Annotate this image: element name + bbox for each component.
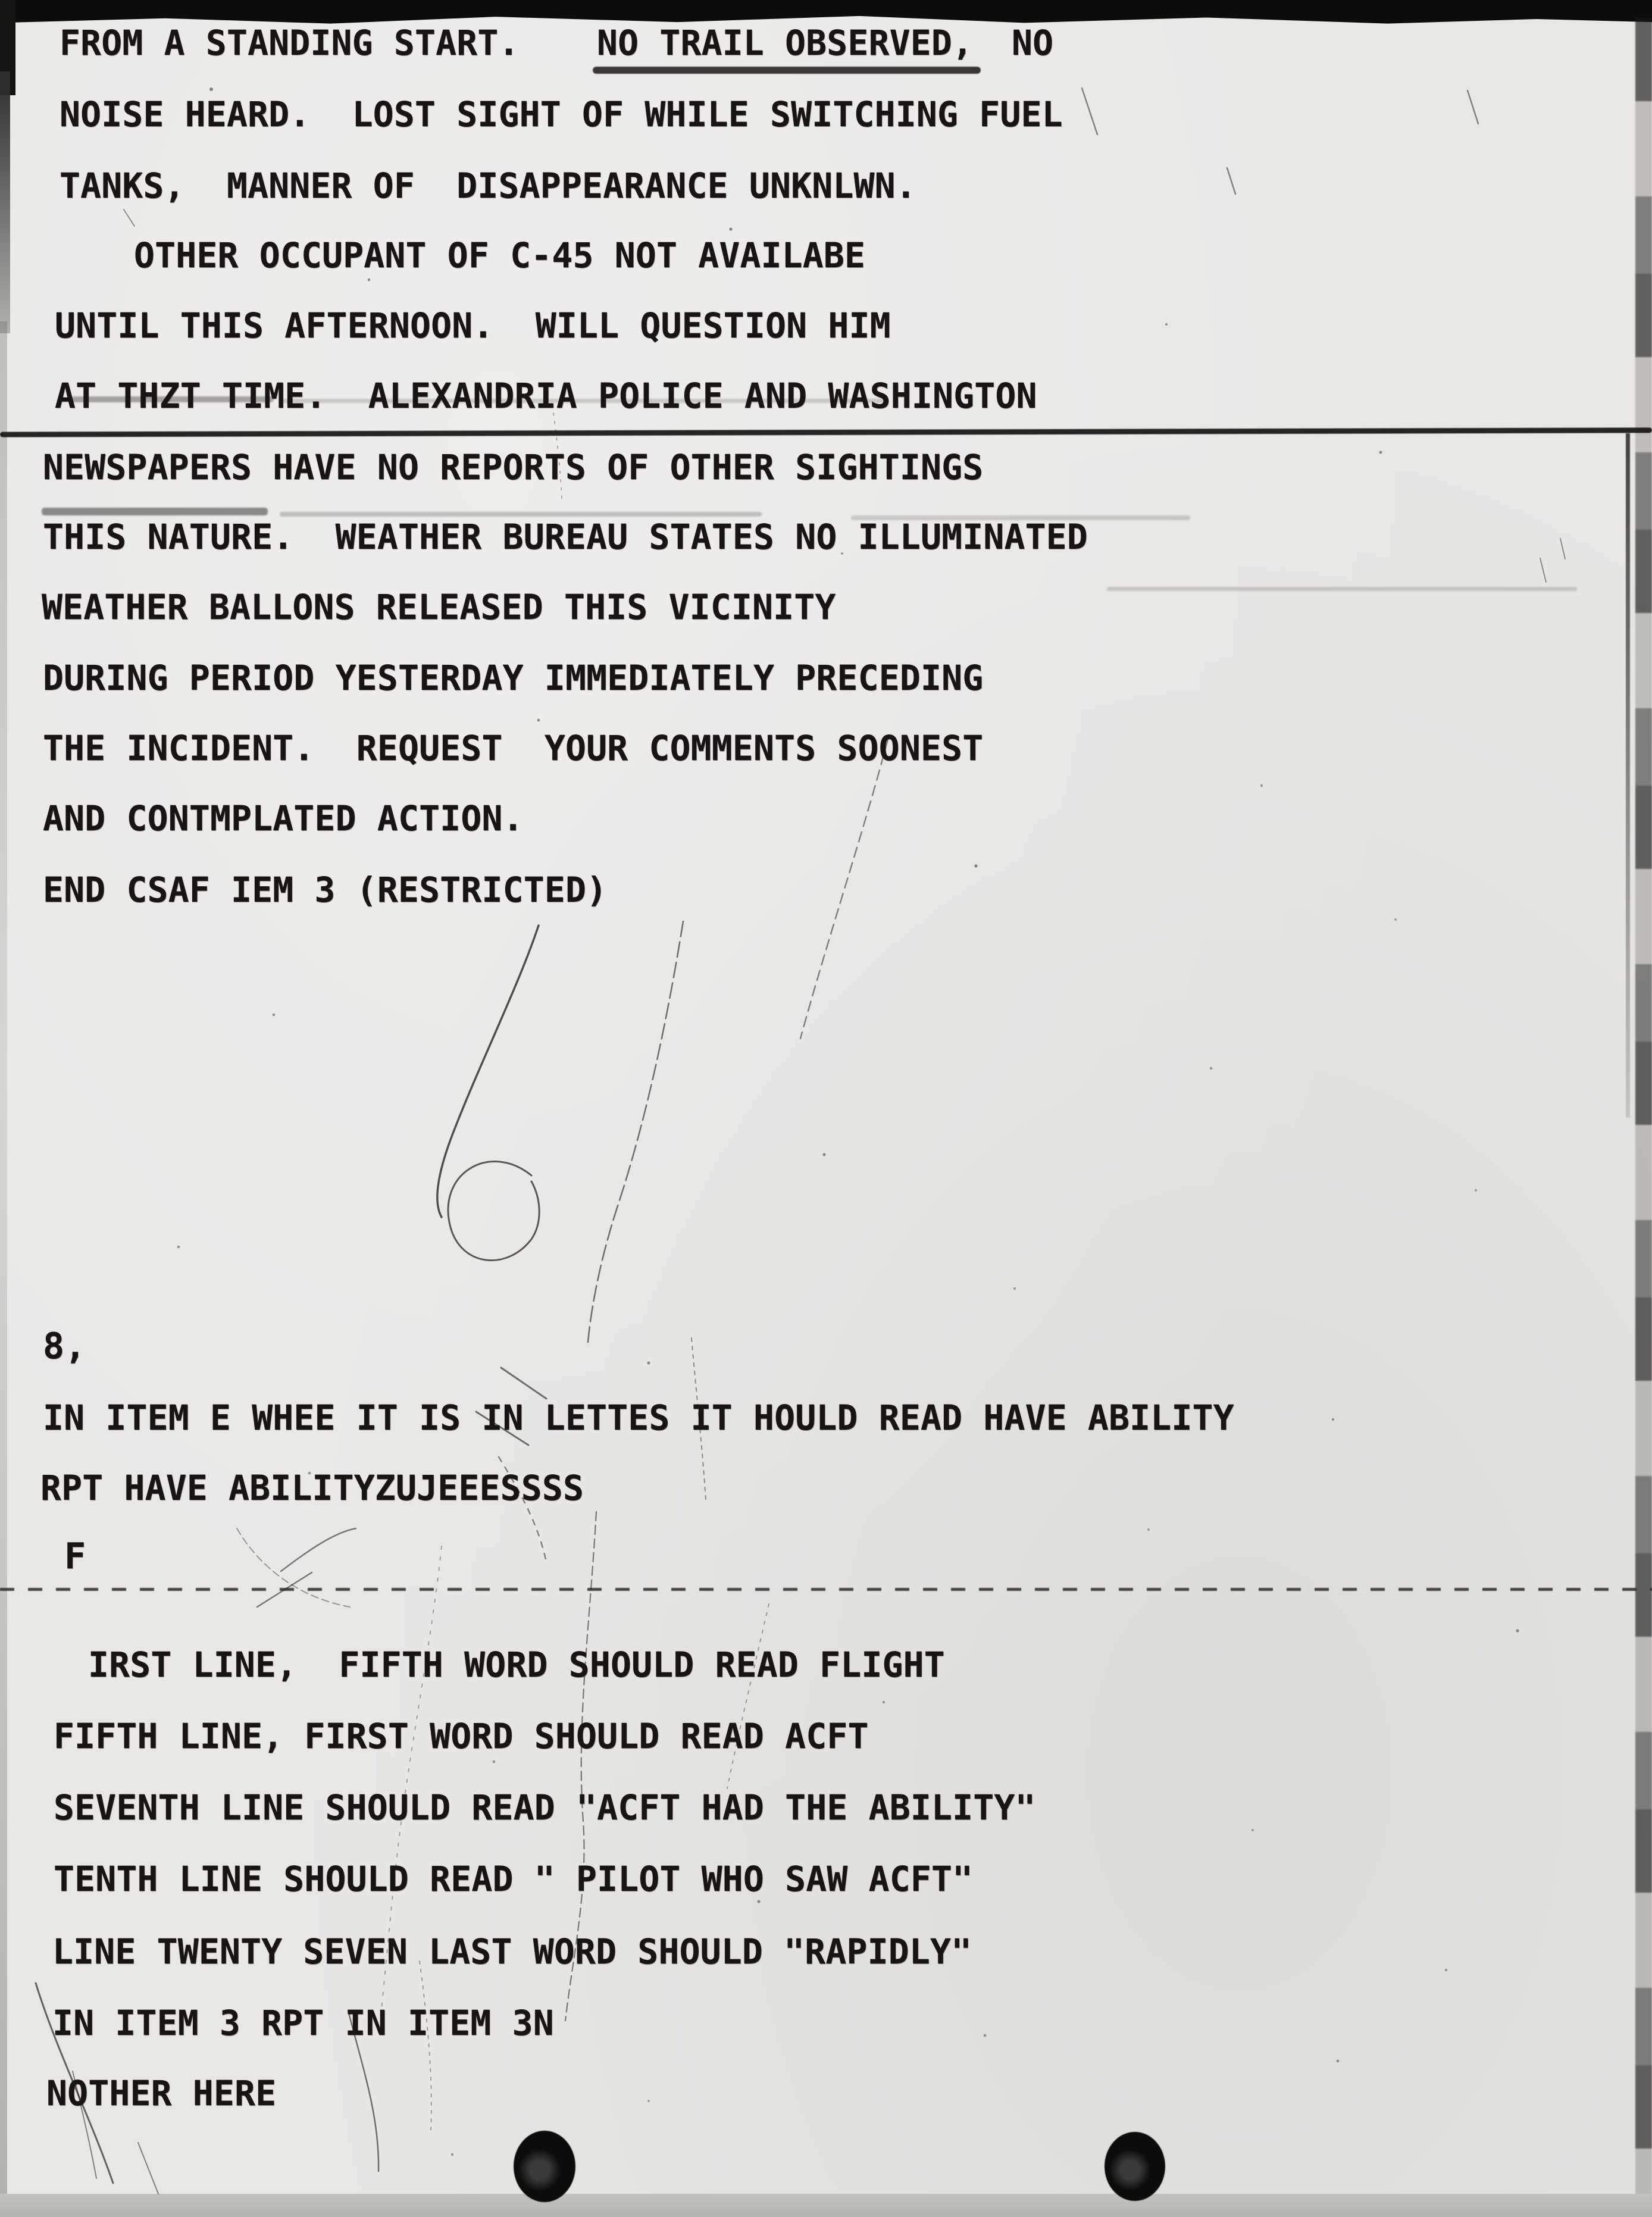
typed-line: IN ITEM 3 RPT IN ITEM 3N bbox=[52, 2003, 554, 2043]
typed-marker: 8, bbox=[43, 1325, 86, 1367]
typed-line: AND CONTMPLATED ACTION. bbox=[43, 798, 524, 839]
typed-line: RPT HAVE ABILITYZUJEEESSSS bbox=[40, 1468, 584, 1508]
scan-right-edge-strip bbox=[1635, 18, 1652, 2196]
punch-hole bbox=[514, 2131, 575, 2202]
dashed-divider-rule bbox=[0, 1588, 1652, 1591]
typed-line: IN ITEM E WHEE IT IS IN LETTES IT HOULD READ HAVE ABILITY bbox=[43, 1397, 1234, 1438]
typed-line: AT THZT TIME. ALEXANDRIA POLICE AND WASHINGTON bbox=[55, 376, 1037, 416]
typed-line: DURING PERIOD YESTERDAY IMMEDIATELY PRECEDING bbox=[43, 658, 984, 698]
typed-marker: F bbox=[64, 1536, 86, 1577]
typed-line: NOTHER HERE bbox=[46, 2073, 277, 2113]
typed-line: FIFTH LINE, FIRST WORD SHOULD READ ACFT bbox=[54, 1716, 869, 1756]
scan-right-box-line bbox=[1626, 433, 1630, 1118]
typed-line: FROM A STANDING START. bbox=[60, 23, 520, 63]
typed-line: UNTIL THIS AFTERNOON. WILL QUESTION HIM bbox=[55, 305, 891, 346]
typed-line: TANKS, MANNER OF DISAPPEARANCE UNKNLWN. bbox=[60, 165, 916, 206]
typed-line: NOISE HEARD. LOST SIGHT OF WHILE SWITCHING FUEL bbox=[60, 94, 1063, 135]
typed-underline bbox=[593, 67, 981, 74]
typed-line: OTHER OCCUPANT OF C-45 NOT AVAILABE bbox=[134, 235, 866, 276]
typed-line: IRST LINE, FIFTH WORD SHOULD READ FLIGHT bbox=[88, 1644, 945, 1685]
typed-line: LINE TWENTY SEVEN LAST WORD SHOULD "RAPIDLY" bbox=[52, 1931, 972, 1972]
typed-line: NEWSPAPERS HAVE NO REPORTS OF OTHER SIGHTINGS bbox=[43, 447, 984, 487]
typed-line: NO bbox=[1012, 23, 1054, 63]
ink-smudge bbox=[1107, 587, 1577, 591]
ink-smudge bbox=[280, 512, 762, 517]
scan-bottom-band bbox=[0, 2194, 1652, 2217]
typed-line: THE INCIDENT. REQUEST YOUR COMMENTS SOONEST bbox=[43, 728, 984, 768]
typed-line-underlined: NO TRAIL OBSERVED, bbox=[597, 23, 974, 63]
typed-line: WEATHER BALLONS RELEASED THIS VICINITY bbox=[42, 587, 836, 627]
scan-left-edge-faint bbox=[0, 321, 7, 2196]
solid-divider-rule bbox=[0, 427, 1652, 437]
ink-smudge bbox=[42, 508, 268, 515]
punch-hole bbox=[1105, 2132, 1165, 2201]
typed-line: SEVENTH LINE SHOULD READ "ACFT HAD THE ABILITY" bbox=[54, 1787, 1036, 1828]
typed-line: THIS NATURE. WEATHER BUREAU STATES NO ILLUMINATED bbox=[43, 517, 1088, 557]
scan-left-edge-strip bbox=[0, 71, 10, 333]
typed-line: END CSAF IEM 3 (RESTRICTED) bbox=[43, 870, 608, 910]
typed-line: TENTH LINE SHOULD READ " PILOT WHO SAW ACFT" bbox=[54, 1859, 974, 1899]
